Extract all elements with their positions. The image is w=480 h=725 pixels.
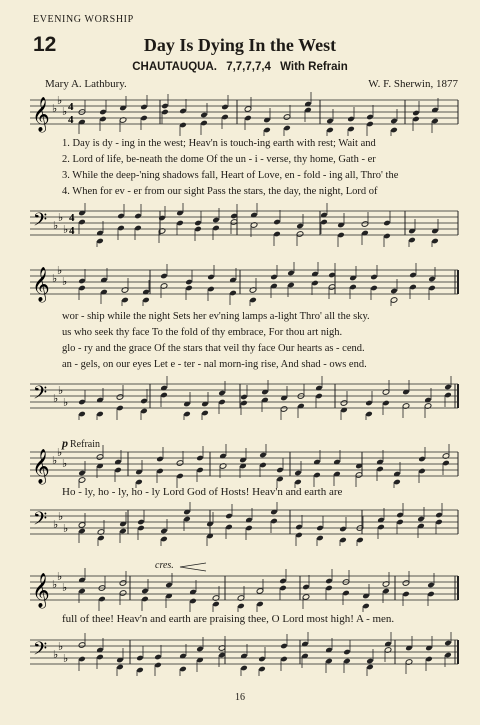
- staff-system-3-bass: [0, 502, 480, 546]
- svg-text:♭: ♭: [53, 393, 59, 405]
- composer: W. F. Sherwin, 1877: [368, 78, 458, 90]
- verse-line: wor - ship while the night Sets her ev'ning lamps a-light Thro' all the sky.: [62, 311, 370, 322]
- svg-text:♭: ♭: [58, 511, 64, 523]
- svg-text:𝄞: 𝄞: [32, 97, 50, 132]
- dynamic-marking: p: [62, 436, 68, 450]
- verse-line: 4. When for ev - er from our sight Pass the stars, the day, the night, Lord of: [62, 186, 378, 197]
- refrain-note: With Refrain: [280, 61, 348, 73]
- refrain-title: Refrain: [70, 439, 100, 450]
- svg-text:♭: ♭: [52, 273, 58, 285]
- lyricist: Mary A. Lathbury.: [45, 78, 127, 90]
- svg-text:♭: ♭: [52, 455, 58, 467]
- notes-5: [78, 444, 450, 488]
- meter: 7,7,7,7,4: [226, 61, 271, 73]
- verse-line: 3. While the deep-'ning shadows fall, Heart of Love, en - fold - ing all, Thro' the: [62, 170, 399, 181]
- crescendo-marking: cres.: [155, 560, 174, 571]
- staff-system-4-bass: [0, 632, 480, 676]
- svg-text:♭: ♭: [57, 571, 63, 583]
- svg-text:♭: ♭: [62, 458, 68, 470]
- svg-text:♭: ♭: [58, 385, 64, 397]
- svg-text:♭: ♭: [58, 641, 64, 653]
- svg-text:♭: ♭: [63, 523, 69, 535]
- svg-text:♭: ♭: [62, 276, 68, 288]
- svg-text:♭: ♭: [57, 265, 63, 277]
- svg-text:𝄢: 𝄢: [33, 639, 48, 664]
- notes-4: [78, 376, 452, 420]
- tune-line: [0, 61, 480, 73]
- svg-text:♭: ♭: [62, 582, 68, 594]
- svg-text:4: 4: [69, 212, 75, 224]
- svg-text:𝄢: 𝄢: [33, 383, 48, 408]
- page-number: 16: [235, 692, 245, 703]
- svg-text:♭: ♭: [58, 212, 64, 224]
- staff-system-4-treble: [0, 568, 480, 612]
- verse-line: glo - ry and the grace Of the stars that veil thy face Our hearts as - cend.: [62, 343, 365, 354]
- svg-text:𝄢: 𝄢: [33, 210, 48, 235]
- svg-text:4: 4: [68, 114, 74, 126]
- svg-text:♭: ♭: [52, 103, 58, 115]
- svg-text:𝄞: 𝄞: [32, 573, 50, 608]
- verse-line: us who seek thy face To the fold of thy embrace, For thou art nigh.: [62, 327, 343, 338]
- verse-line: 1. Day is dy - ing in the west; Heav'n is touch-ing earth with rest; Wait and: [62, 138, 376, 149]
- svg-text:𝄞: 𝄞: [32, 449, 50, 484]
- svg-text:♭: ♭: [57, 447, 63, 459]
- hymn-title: Day Is Dying In the West: [143, 35, 337, 55]
- svg-text:𝄢: 𝄢: [33, 509, 48, 534]
- refrain-line-1: Ho - ly, ho - ly, ho - ly Lord God of Hosts! Heav'n and earth are: [62, 486, 343, 498]
- notes-7: [78, 568, 435, 612]
- verses-part-2: [62, 309, 462, 373]
- staff-system-2-bass: [0, 376, 480, 420]
- svg-text:♭: ♭: [53, 649, 59, 661]
- section-heading: EVENING WORSHIP: [33, 14, 134, 25]
- svg-text:𝄞: 𝄞: [32, 267, 50, 302]
- svg-text:♭: ♭: [53, 519, 59, 531]
- svg-text:4: 4: [69, 225, 75, 237]
- verses-part-1: [62, 136, 462, 200]
- svg-text:♭: ♭: [52, 579, 58, 591]
- tune-name: CHAUTAUQUA.: [132, 61, 217, 73]
- hymn-number: 12: [33, 33, 57, 56]
- verse-line: an - gels, on our eyes Let e - ter - nal morn-ing rise, And shad - ows end.: [62, 359, 367, 370]
- svg-text:4: 4: [68, 101, 74, 113]
- notes-6: [78, 502, 443, 546]
- notes-8: [78, 632, 452, 676]
- staff-system-3-treble: [0, 444, 480, 488]
- refrain-line-2: full of thee! Heav'n and earth are praising thee, O Lord most high! A - men.: [62, 613, 395, 625]
- notes-1: [78, 92, 439, 136]
- staff-system-2-treble: [0, 262, 480, 306]
- svg-text:♭: ♭: [53, 220, 59, 232]
- svg-text:♭: ♭: [63, 653, 69, 665]
- staff-system-1-treble: [0, 92, 480, 136]
- svg-text:♭: ♭: [63, 224, 69, 236]
- svg-text:♭: ♭: [63, 397, 69, 409]
- notes-3: [78, 262, 436, 306]
- svg-text:♭: ♭: [57, 95, 63, 107]
- notes-2: [78, 203, 439, 247]
- staff-system-1-bass: [0, 203, 480, 247]
- svg-text:♭: ♭: [62, 106, 68, 118]
- verse-line: 2. Lord of life, be-neath the dome Of the un - i - verse, thy home, Gath - er: [62, 154, 376, 165]
